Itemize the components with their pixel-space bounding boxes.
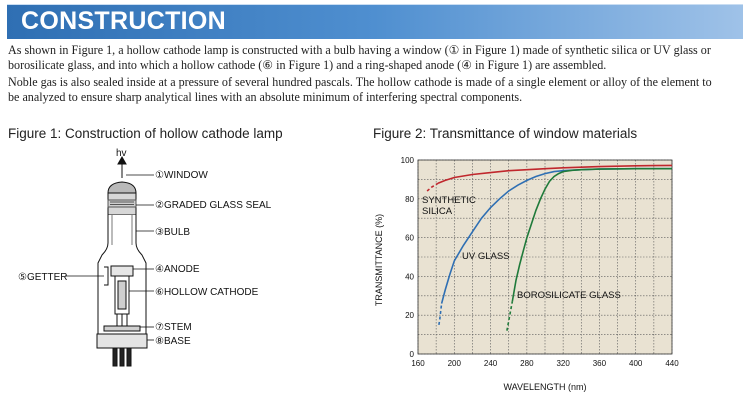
label-hollow-cathode: ⑥HOLLOW CATHODE xyxy=(155,287,259,298)
y-tick-label: 40 xyxy=(405,272,414,282)
pin-1 xyxy=(113,348,117,366)
label-anode: ④ANODE xyxy=(155,264,200,275)
x-tick-label: 400 xyxy=(629,359,643,368)
series-label-borosilicate-glass: BOROSILICATE GLASS xyxy=(517,290,621,301)
x-tick-label: 200 xyxy=(447,359,461,368)
x-tick-label: 160 xyxy=(411,359,425,368)
intro-line-1: As shown in Figure 1, a hollow cathode lamp is constructed with a bulb having a window (① in Figure 1) made of synthetic silica or UV glass or xyxy=(8,43,711,57)
intro-line-4: be analyzed to ensure sharp analytical lines with an absolute minimum of interfering spectral components. xyxy=(8,90,523,104)
pin-3 xyxy=(127,348,131,366)
x-tick-label: 440 xyxy=(665,359,679,368)
y-tick-label: 60 xyxy=(405,233,414,243)
y-tick-label: 80 xyxy=(405,194,414,204)
x-tick-label: 320 xyxy=(556,359,570,368)
intro-line-3: Noble gas is also sealed inside at a pressure of several hundred pascals. The hollow cathode is made of a single element or alloy of the element to xyxy=(8,75,712,89)
figure2-title: Figure 2: Transmittance of window materials xyxy=(373,126,638,141)
y-tick-label: 100 xyxy=(400,156,414,165)
pin-2 xyxy=(120,348,124,366)
stem-shape xyxy=(104,326,140,331)
lamp-window-shape xyxy=(108,182,136,193)
y-tick-label: 0 xyxy=(409,350,414,359)
hv-label: hv xyxy=(116,148,127,159)
y-tick-label: 20 xyxy=(405,311,414,321)
series-label-synthetic-silica-line2: SILICA xyxy=(422,206,453,217)
x-axis-label: WAVELENGTH (nm) xyxy=(503,382,587,392)
label-window: ①WINDOW xyxy=(155,170,208,181)
transmittance-chart xyxy=(370,150,742,408)
base-shape xyxy=(97,334,147,348)
figure1-title: Figure 1: Construction of hollow cathode lamp xyxy=(8,126,283,141)
label-stem: ⑦STEM xyxy=(155,322,192,333)
section-banner xyxy=(7,4,743,39)
lamp-diagram xyxy=(0,145,320,395)
series-label-synthetic-silica-line1: SYNTHETIC xyxy=(422,195,476,206)
section-title: CONSTRUCTION xyxy=(21,7,226,35)
x-tick-label: 360 xyxy=(592,359,607,368)
intro-line-2: borosilicate glass, and into which a hollow cathode (⑥ in Figure 1) and a ring-shaped anode (④ in Figure 1) are assembled. xyxy=(8,58,607,72)
graded-seal-band xyxy=(108,200,136,207)
anode-ring xyxy=(111,266,133,276)
y-axis-label: TRANSMITTANCE (%) xyxy=(374,213,384,307)
label-bulb: ③BULB xyxy=(155,227,191,238)
label-getter: ⑤GETTER xyxy=(18,272,68,283)
label-graded-glass-seal: ②GRADED GLASS SEAL xyxy=(155,200,272,211)
hollow-cathode-cavity xyxy=(118,281,126,309)
label-base: ⑧BASE xyxy=(155,336,191,347)
x-tick-label: 280 xyxy=(520,359,534,368)
series-label-uv-glass: UV GLASS xyxy=(462,251,510,262)
x-tick-label: 240 xyxy=(483,359,498,368)
